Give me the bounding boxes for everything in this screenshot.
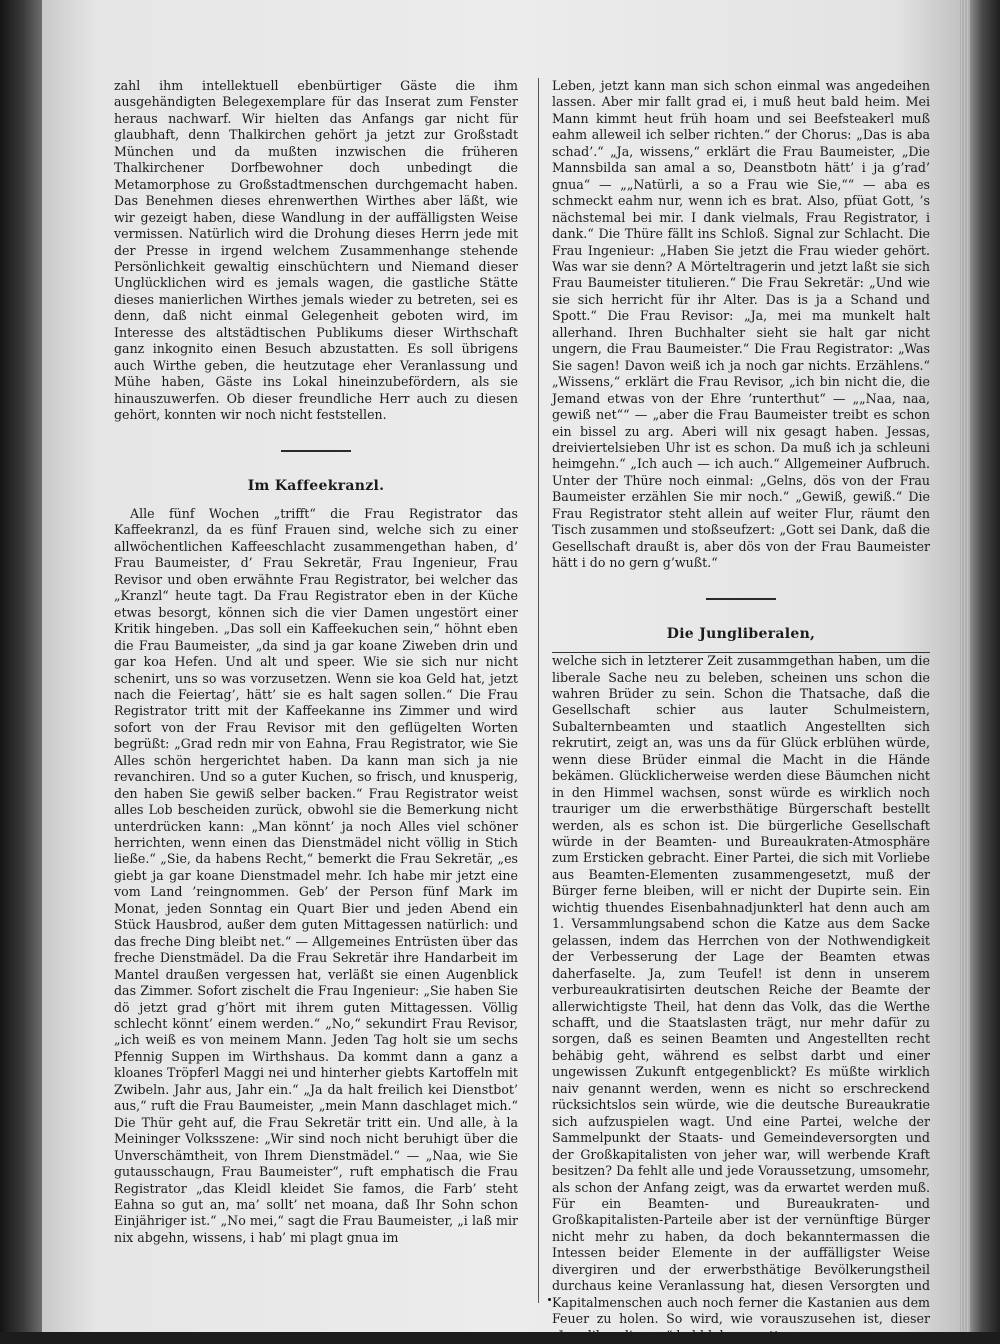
- kaffeekranzl-paragraph: Alle fünf Wochen „trifft“ die Frau Registrator das Kaffeekranzl, da es fünf Frauen sind, welche sich zu einer allwöchentlichen Kaffeeschlacht zusammengethan haben, d’ Frau Baumeister, d’ Frau Sekretär, Frau Ingenieur, Frau Revisor und oben erwähnte Frau Registrator, bei welcher das „Kranzl“ heute tagt. Da Frau Registrator eben in der Küche etwas besorgt, können sich die vier Damen ungestört einer Kritik hingeben. „Das soll ein Kaffeekuchen sein,“ höhnt eben die Frau Baumeister, „da sind ja gar koane Ziweben drin und gar koa Hefen. Und alt und speer. Wie sie sich nur nicht schenirt, uns so was vorzusetzen. Wenn sie koa Geld hat, jetzt nach die Feiertag’, hätt’ sie es halt sagen sollen.“ Die Frau Registrator tritt mit der Kaffeekanne ins Zimmer und wird sofort von der Frau Revisor mit den geflügelten Worten begrüßt: „Grad redn mir von Eahna, Frau Registrator, wie Sie Alles schön hergerichtet haben. Da kann man sich ja nie revanchiren. Und so a guter Kuchen, so frisch, und knusperig, den haben Sie gewiß selber backen.“ Frau Registrator weist alles Lob bescheiden zurück, obwohl sie die Bemerkung nicht unterdrücken kann: „Man könnt’ ja noch Alles viel schöner herrichten, wenn einen das Dienstmädel nicht völlig in Stich ließe.“ „Sie, da habens Recht,“ bemerkt die Frau Sekretär, „es giebt ja gar koane Dienstmadel mehr. Ich habe mir jetzt eine vom Land ’reingnommen. Geb’ der Person fünf Mark im Monat, jeden Sonntag ein Quart Bier und jeden Abend ein Stück Hausbrod, außer dem guten Mittagessen natürlich: und das freche Ding bleibt net.“ — Allgemeines Entrüsten über das freche Dienstmädel. Da die Frau Sekretär ihre Handarbeit im Mantel draußen vergessen hat, verläßt sie einen Augenblick das Zimmer. Sofort zischelt die Frau Ingenieur: „Sie haben Sie dö jetzt grad g’hört mit ihrem guten Mittagessen. Völlig schlecht könnt’ einem werden.“ „No,“ sekundirt Frau Revisor, „ich weiß es von meinem Mann. Jeden Tag holt sie um sechs Pfennig Suppen im Wirthshaus. Da kommt dann a ganz a kloanes Tröpferl Maggi nei und hinterher giebts Kartoffeln mit Zwibeln. Jahr aus, Jahr ein.“ „Ja da halt freilich kei Dienstbot’ aus,“ ruft die Frau Baumeister, „mein Mann daschlaget mich.“ Die Thür geht auf, die Frau Sekretär tritt ein. Und alle, à la Meininger Volksszene: „Wir sind noch nicht beruhigt über die Unverschämtheit, von Ihrem Dienstmädel.“ — „Naa, wie Sie gutausschaugn, Frau Baumeister“, ruft emphatisch die Frau Registrator „das Kleidl kleidet Sie famos, die Farb’ steht Eahna so gut an, ma’ sollt’ net moana, daß Ihr Sohn schon Einjähriger ist.“ „No mei,“ sagt die Frau Baumeister, „i laß mir nix abgehn, wissens, i hab’ mi plagt gnua im: [114, 505, 518, 1245]
- intro-paragraph: zahl ihm intellektuell ebenbürtiger Gäste die ihm ausgehändigten Belegexemplare für das Inserat zum Fenster heraus nachwarf. Wir hielten das Anfangs gar nicht für glaubhaft, denn Thalkirchen gehört ja jetzt zur Großstadt München und da mußten inzwischen die früheren Thalkirchener Dorfbewohner doch unbedingt die Metamorphose zu Großstadtmenschen durchgemacht haben. Das Benehmen dieses ehrenwerthen Wirthes aber läßt, wie wir gezeigt haben, diese Wandlung in der auffälligsten Weise vermissen. Natürlich wird die Drohung dieses Herrn jede mit der Presse in irgend welchem Zusammenhange stehende Persönlichkeit gewaltig einschüchtern und Niemand dieser Unglücklichen wird es jemals wagen, die gastliche Stätte dieses manierlichen Wirthes jemals wieder zu betreten, sei es denn, daß nicht einmal Gelegenheit geboten wird, im Interesse des altstädtischen Publikums dieser Wirthschaft ganz inkognito einen Besuch abzustatten. Es soll übrigens auch Wirthe geben, die heutzutage eher Veranlassung und Mühe haben, Gäste ins Lokal hineinzubefördern, als sie hinauszuwerfen. Ob dieser freundliche Herr auch zu diesen gehört, konnten wir noch nicht feststellen.: [114, 78, 518, 423]
- left-column: [114, 78, 518, 1246]
- page-stack-edge: [960, 0, 970, 1332]
- section-separator: [281, 450, 351, 452]
- heading-jungliberalen: Die Jungliberalen,: [666, 625, 816, 642]
- right-column: [552, 78, 930, 1344]
- print-speck: [548, 1298, 551, 1301]
- heading-kaffeekranzl: Im Kaffeekranzl.: [247, 477, 385, 494]
- column-divider: [538, 78, 539, 1303]
- kaffeekranzl-continued-paragraph: Leben, jetzt kann man sich schon einmal was angedeihen lassen. Aber mir fallt grad ei, i muß heut bald heim. Mei Mann kimmt heut früh hoam und sei Beefsteakerl muß eahm alleweil ich selber richten.“ der Chorus: „Das is aba schad’.“ „Ja, wissens,“ erklärt die Frau Baumeister, „Die Mannsbilda san amal a so, Deanstbotn hätt’ i ja g’rad’ gnua“ — „„Natürli, a so a Frau wie Sie,““ — aba es schmeckt eahm nur, wenn ich es brat. Also, pfüat Gott, ’s nächstemal bei mir. I dank vielmals, Frau Registrator, i dank.“ Die Thüre fällt ins Schloß. Signal zur Schlacht. Die Frau Ingenieur: „Haben Sie jetzt die Frau wieder gehört. Was war sie denn? A Mörteltragerin und jetzt laßt sie sich Frau Baumeister titulieren.“ Die Frau Sekretär: „Und wie sie sich herricht für ihr Alter. Das is ja a Schand und Spott.“ Die Frau Revisor: „Ja, mei ma munkelt halt allerhand. Ihren Buchhalter sieht sie halt gar nicht ungern, die Frau Baumeister.“ Die Frau Registrator: „Was Sie sagen! Davon weiß ich ja noch gar nichts. Erzählens.“ „Wissens,“ erklärt die Frau Revisor, „ich bin nicht die, die Jemand etwas von der Ehre ’runterthut“ — „„Naa, naa, gewiß net““ — „aber die Frau Baumeister treibt es schon ein bissel zu arg. Aberi will nix gesagt haben. Jessas, dreiviertelsieben Uhr ist es schon. Da muß ich ja schleuni heimgehn.“ „Ich auch — ich auch.“ Allgemeiner Aufbruch. Unter der Thüre noch einmal: „Gelns, dös von der Frau Baumeister erzählen Sie mir noch.“ „Gewiß, gewiß.“ Die Frau Registrator steht allein auf weiter Flur, räumt den Tisch zusammen und stoßseufzert: „Gott sei Dank, daß die Gesellschaft draußt is, aber dös von der Frau Baumeister hätt i do no gern g’wußt.“: [552, 78, 930, 571]
- jungliberalen-paragraph: welche sich in letzterer Zeit zusammgethan haben, um die liberale Sache neu zu beleben, scheinen uns schon die wahren Brüder zu sein. Schon die Thatsache, daß die Gesellschaft schier aus lauter Schulmeistern, Subalternbeamten und staatlich Angestellten sich rekrutirt, zeigt an, was uns da für Glück erblühen würde, wenn diese Brüder einmal die Macht in die Hände bekämen. Glücklicherweise werden diese Bäumchen nicht in den Himmel wachsen, sonst würde es wirklich noch trauriger um die erwerbsthätige Bürgerschaft bestellt werden, als es schon ist. Die bürgerliche Gesellschaft würde in der Beamten- und Bureaukraten-Atmosphäre zum Ersticken gebracht. Einer Partei, die sich mit Vorliebe aus Beamten-Elementen zusammengesetzt, muß der Bürger ferne bleiben, will er nicht der Dupirte sein. Ein wichtig thuendes Eisenbahnadjunkterl hat denn auch am 1. Versammlungsabend schon die Katze aus dem Sacke gelassen, indem das Herrchen von der Nothwendigkeit der Verbesserung der Lage der Beamten etwas daherfaselte. Ja, zum Teufel! ist denn in unserem verbureaukratisirten deutschen Reiche der Beamte der allerwichtigste Theil, hat denn das Volk, das die Werthe schafft, und die Staatslasten trägt, nur mehr dafür zu sorgen, daß es seinen Beamten und Angestellten recht behäbig geht, während es selbst darbt und einer ungewissen Zukunft entgegenblickt? Es müßte wirklich naiv genannt werden, wenn es nicht so erschreckend rücksichtslos sein würde, wie die deutsche Bureaukratie sich aufzuspielen wagt. Und eine Partei, welche der Sammelpunkt der Staats- und Gemeindeversorgten und der Großkapitalisten von jeher war, will werbende Kraft besitzen? Da fehlt alle und jede Voraussetzung, umsomehr, als schon der Anfang zeigt, was da erwartet werden muß. Für ein Beamten- und Bureaukraten- und Großkapitalisten-Parteile aber ist der vernünftige Bürger nicht mehr zu haben, da doch bekanntermassen die Intessen beider Elemente in der auffälligster Weise divergiren und der erwerbsthätige Bevölkerungstheil durchaus keine Veranlassung hat, diesen Versorgten und Kapitalmenschen auch noch ferner die Kastanien aus dem Feuer zu holen. So wird, wie vorauszusehen ist, dieser „Jungliberalismus“ bald lebensmatter: [552, 653, 930, 1343]
- binding-shadow: [0, 0, 42, 1332]
- right-shadow: [970, 0, 1000, 1332]
- section-separator-right: [706, 598, 776, 600]
